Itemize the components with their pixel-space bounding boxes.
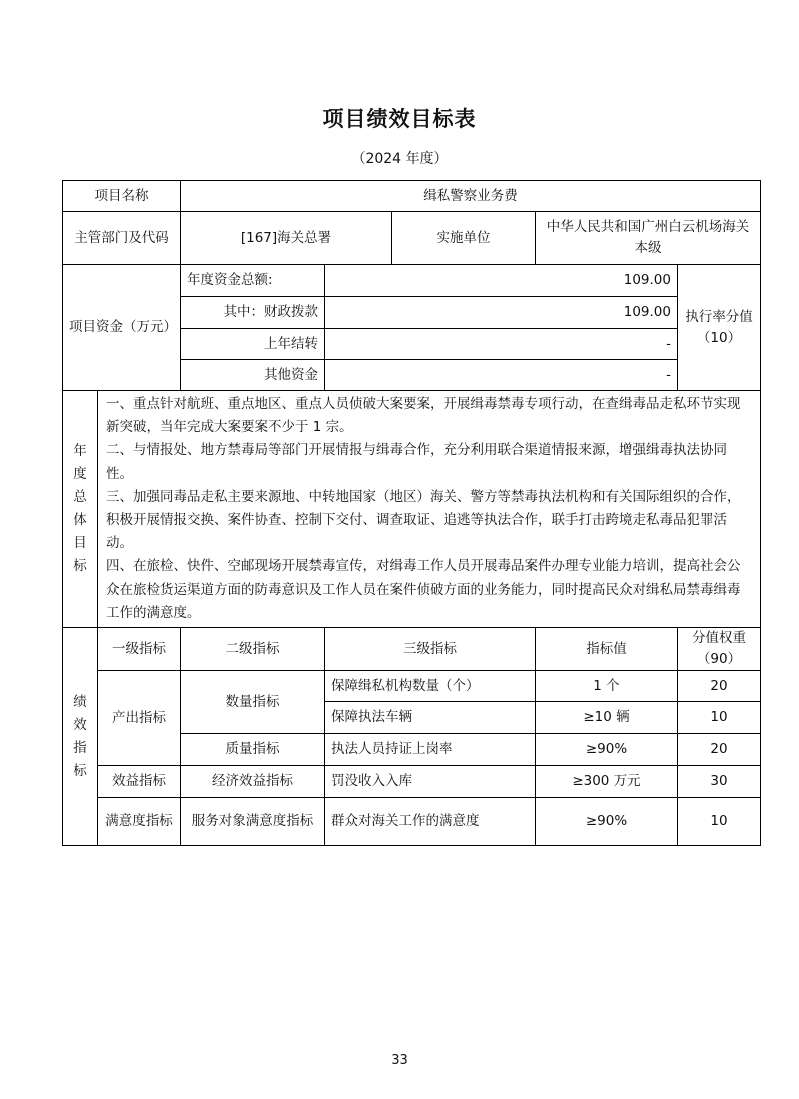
project-name-label: 项目名称 [63,181,181,212]
level3-cell: 罚没收入入库 [325,766,536,798]
table-row [63,798,761,846]
weight-cell: 20 [678,734,761,766]
table-row [63,766,761,798]
funds-other-label: 其他资金 [181,360,325,391]
implementing-unit-value: 中华人民共和国广州白云机场海关本级 [536,212,761,265]
goal-item: 四、在旅检、快件、空邮现场开展禁毒宣传，对缉毒工作人员开展毒品案件办理专业能力培训，提高社会公众在旅检货运渠道方面的防毒意识及工作人员在案件侦破方面的业务能力，同时提高民众对缉私局禁毒缉毒工作的满意度。 [106,558,741,621]
page-title: 项目绩效目标表 [322,107,477,131]
indicator-value-cell: ≥90% [536,798,678,846]
weight-cell: 30 [678,766,761,798]
indicator-value-cell: 1 个 [536,671,678,702]
header-level2: 二级指标 [181,628,325,671]
indicator-value-cell: ≥10 辆 [536,702,678,734]
indicators-label: 绩 效 指 标 [63,628,98,846]
header-level3: 三级指标 [325,628,536,671]
goal-item: 一、重点针对航班、重点地区、重点人员侦破大案要案，开展缉毒禁毒专项行动，在查缉毒品走私环节实现新突破，当年完成大案要案不少于 1 宗。 [106,396,741,436]
header-indicator-value: 指标值 [536,628,678,671]
quantity-indicator-cell: 数量指标 [181,671,325,734]
indicator-value-cell: ≥300 万元 [536,766,678,798]
funds-total-row [63,265,761,297]
implementing-unit-label: 实施单位 [392,212,536,265]
economic-benefit-cell: 经济效益指标 [181,766,325,798]
level3-cell: 执法人员持证上岗率 [325,734,536,766]
output-indicator-cell: 产出指标 [98,671,181,766]
header-weight: 分值权重（90） [678,628,761,671]
department-label: 主管部门及代码 [63,212,181,265]
funds-label: 项目资金（万元） [63,265,181,391]
funds-other-value: - [325,360,678,391]
header-level1: 一级指标 [98,628,181,671]
indicators-header-row [63,628,761,671]
department-row [63,212,761,265]
funds-total-value: 109.00 [325,265,678,297]
service-satisfaction-cell: 服务对象满意度指标 [181,798,325,846]
department-value: [167]海关总署 [181,212,392,265]
quality-indicator-cell: 质量指标 [181,734,325,766]
page-subtitle: （2024 年度） [351,151,448,167]
annual-goals-row [63,391,761,628]
project-name-row [63,181,761,212]
execution-rate-label: 执行率分值（10） [678,265,761,391]
annual-goals-label: 年 度 总 体 目 标 [63,391,98,628]
weight-cell: 20 [678,671,761,702]
weight-cell: 10 [678,798,761,846]
project-name-value: 缉私警察业务费 [181,181,761,212]
annual-goals-text [98,391,761,628]
benefit-indicator-cell: 效益指标 [98,766,181,798]
funds-total-label: 年度资金总额: [181,265,325,297]
funds-fiscal-label: 其中：财政拨款 [181,297,325,329]
funds-carryover-label: 上年结转 [181,329,325,360]
performance-table [62,180,761,846]
level3-cell: 群众对海关工作的满意度 [325,798,536,846]
indicator-value-cell: ≥90% [536,734,678,766]
goal-item: 二、与情报处、地方禁毒局等部门开展情报与缉毒合作，充分利用联合渠道情报来源，增强缉毒执法协同性。 [106,442,727,482]
level3-cell: 保障缉私机构数量（个） [325,671,536,702]
weight-cell: 10 [678,702,761,734]
satisfaction-indicator-cell: 满意度指标 [98,798,181,846]
level3-cell: 保障执法车辆 [325,702,536,734]
funds-carryover-value: - [325,329,678,360]
table-row [63,671,761,702]
funds-fiscal-value: 109.00 [325,297,678,329]
page-number: 33 [391,1053,408,1068]
goal-item: 三、加强同毒品走私主要来源地、中转地国家（地区）海关、警方等禁毒执法机构和有关国际组织的合作，积极开展情报交换、案件协查、控制下交付、调查取证、追逃等执法合作，联手打击跨境走私毒品犯罪活动。 [106,488,741,552]
